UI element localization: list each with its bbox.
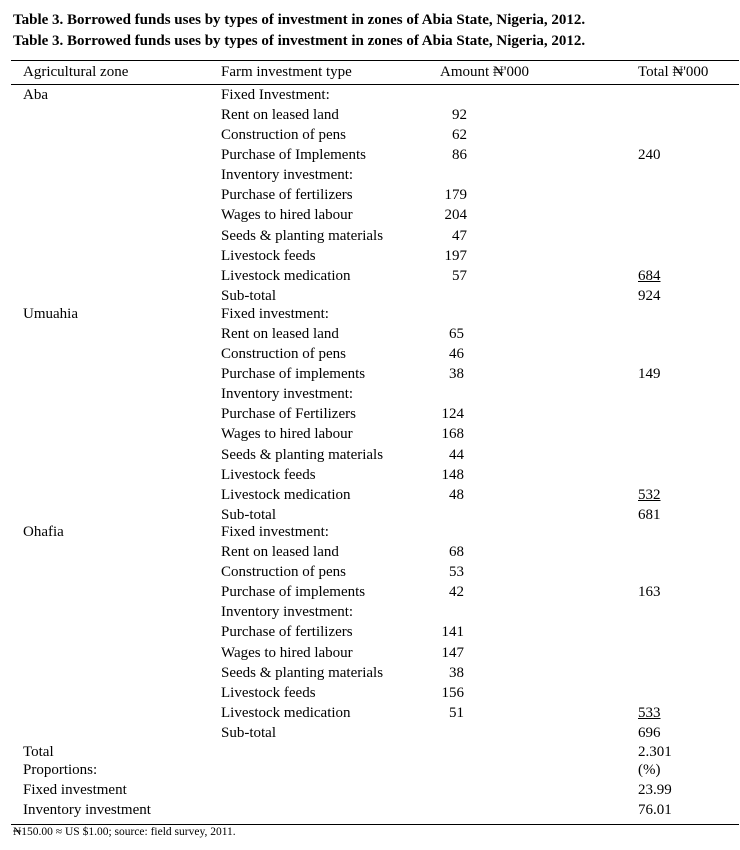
investment-type: Purchase of Fertilizers bbox=[221, 406, 356, 422]
investment-type: Livestock feeds bbox=[221, 685, 316, 701]
investment-type: Purchase of Implements bbox=[221, 147, 366, 163]
subtotal-label: Sub-total bbox=[221, 725, 276, 741]
header-rule bbox=[11, 84, 739, 85]
total-value: 163 bbox=[638, 584, 661, 600]
investment-type: Purchase of fertilizers bbox=[221, 624, 353, 640]
investment-category: Inventory investment: bbox=[221, 604, 354, 620]
header-total: Total ₦'000 bbox=[638, 64, 709, 80]
investment-type: Rent on leased land bbox=[221, 107, 339, 123]
amount-value: 62 bbox=[452, 127, 467, 143]
bottom-rule bbox=[11, 824, 739, 825]
investment-type: Construction of pens bbox=[221, 127, 346, 143]
amount-value: 168 bbox=[441, 426, 464, 442]
investment-type: Livestock feeds bbox=[221, 467, 316, 483]
amount-value: 42 bbox=[449, 584, 464, 600]
amount-value: 57 bbox=[452, 268, 467, 284]
amount-value: 197 bbox=[444, 248, 467, 264]
amount-value: 86 bbox=[452, 147, 467, 163]
summary-value: 76.01 bbox=[638, 802, 672, 818]
investment-type: Livestock medication bbox=[221, 705, 351, 721]
investment-category: Inventory investment: bbox=[221, 167, 354, 183]
summary-value: 23.99 bbox=[638, 782, 672, 798]
investment-type: Rent on leased land bbox=[221, 544, 339, 560]
amount-value: 179 bbox=[444, 187, 467, 203]
amount-value: 147 bbox=[441, 645, 464, 661]
summary-label: Proportions: bbox=[23, 762, 98, 778]
investment-type: Wages to hired labour bbox=[221, 645, 353, 661]
top-rule bbox=[11, 60, 739, 61]
investment-category: Fixed investment: bbox=[221, 306, 329, 322]
amount-value: 48 bbox=[449, 487, 464, 503]
investment-type: Seeds & planting materials bbox=[221, 447, 384, 463]
total-value: 149 bbox=[638, 366, 661, 382]
table-title: Table 3. Borrowed funds uses by types of investment in zones of Abia State, Nigeria, 2012. bbox=[13, 12, 586, 28]
investment-category: Fixed investment: bbox=[221, 524, 329, 540]
amount-value: 44 bbox=[449, 447, 464, 463]
subtotal-label: Sub-total bbox=[221, 507, 276, 523]
investment-type: Wages to hired labour bbox=[221, 207, 353, 223]
zone-name: Umuahia bbox=[23, 306, 78, 322]
investment-type: Seeds & planting materials bbox=[221, 228, 384, 244]
subtotal-value: 924 bbox=[638, 288, 661, 304]
header-zone: Agricultural zone bbox=[23, 64, 129, 80]
subtotal-value: 696 bbox=[638, 725, 661, 741]
investment-type: Livestock medication bbox=[221, 487, 351, 503]
total-value: 533 bbox=[638, 705, 661, 721]
investment-type: Purchase of implements bbox=[221, 584, 366, 600]
subtotal-value: 681 bbox=[638, 507, 661, 523]
summary-value: 2.301 bbox=[638, 744, 672, 760]
summary-label: Inventory investment bbox=[23, 802, 151, 818]
investment-type: Construction of pens bbox=[221, 564, 346, 580]
investment-type: Construction of pens bbox=[221, 346, 346, 362]
amount-value: 47 bbox=[452, 228, 467, 244]
amount-value: 38 bbox=[449, 665, 464, 681]
investment-type: Rent on leased land bbox=[221, 326, 339, 342]
investment-type: Livestock medication bbox=[221, 268, 351, 284]
amount-value: 141 bbox=[441, 624, 464, 640]
amount-value: 148 bbox=[441, 467, 464, 483]
amount-value: 46 bbox=[449, 346, 464, 362]
amount-value: 204 bbox=[444, 207, 467, 223]
amount-value: 92 bbox=[452, 107, 467, 123]
amount-value: 124 bbox=[441, 406, 464, 422]
summary-label: Fixed investment bbox=[23, 782, 127, 798]
amount-value: 51 bbox=[449, 705, 464, 721]
investment-type: Seeds & planting materials bbox=[221, 665, 384, 681]
subtotal-label: Sub-total bbox=[221, 288, 276, 304]
investment-type: Wages to hired labour bbox=[221, 426, 353, 442]
amount-value: 68 bbox=[449, 544, 464, 560]
total-value: 240 bbox=[638, 147, 661, 163]
investment-category: Inventory investment: bbox=[221, 386, 354, 402]
investment-type: Livestock feeds bbox=[221, 248, 316, 264]
amount-value: 53 bbox=[449, 564, 464, 580]
amount-value: 65 bbox=[449, 326, 464, 342]
header-amount: Amount ₦'000 bbox=[440, 64, 529, 80]
summary-label: Total bbox=[23, 744, 54, 760]
summary-value: (%) bbox=[638, 762, 661, 778]
zone-name: Ohafia bbox=[23, 524, 64, 540]
amount-value: 156 bbox=[441, 685, 464, 701]
investment-category: Fixed Investment: bbox=[221, 87, 330, 103]
investment-type: Purchase of implements bbox=[221, 366, 366, 382]
total-value: 684 bbox=[638, 268, 661, 284]
table-title-repeat: Table 3. Borrowed funds uses by types of investment in zones of Abia State, Nigeria, 2012. bbox=[13, 33, 586, 49]
zone-name: Aba bbox=[23, 87, 48, 103]
header-investment-type: Farm investment type bbox=[221, 64, 352, 80]
total-value: 532 bbox=[638, 487, 661, 503]
investment-type: Purchase of fertilizers bbox=[221, 187, 353, 203]
footnote: ₦150.00 ≈ US $1.00; source: field survey, 2011. bbox=[13, 826, 236, 838]
amount-value: 38 bbox=[449, 366, 464, 382]
